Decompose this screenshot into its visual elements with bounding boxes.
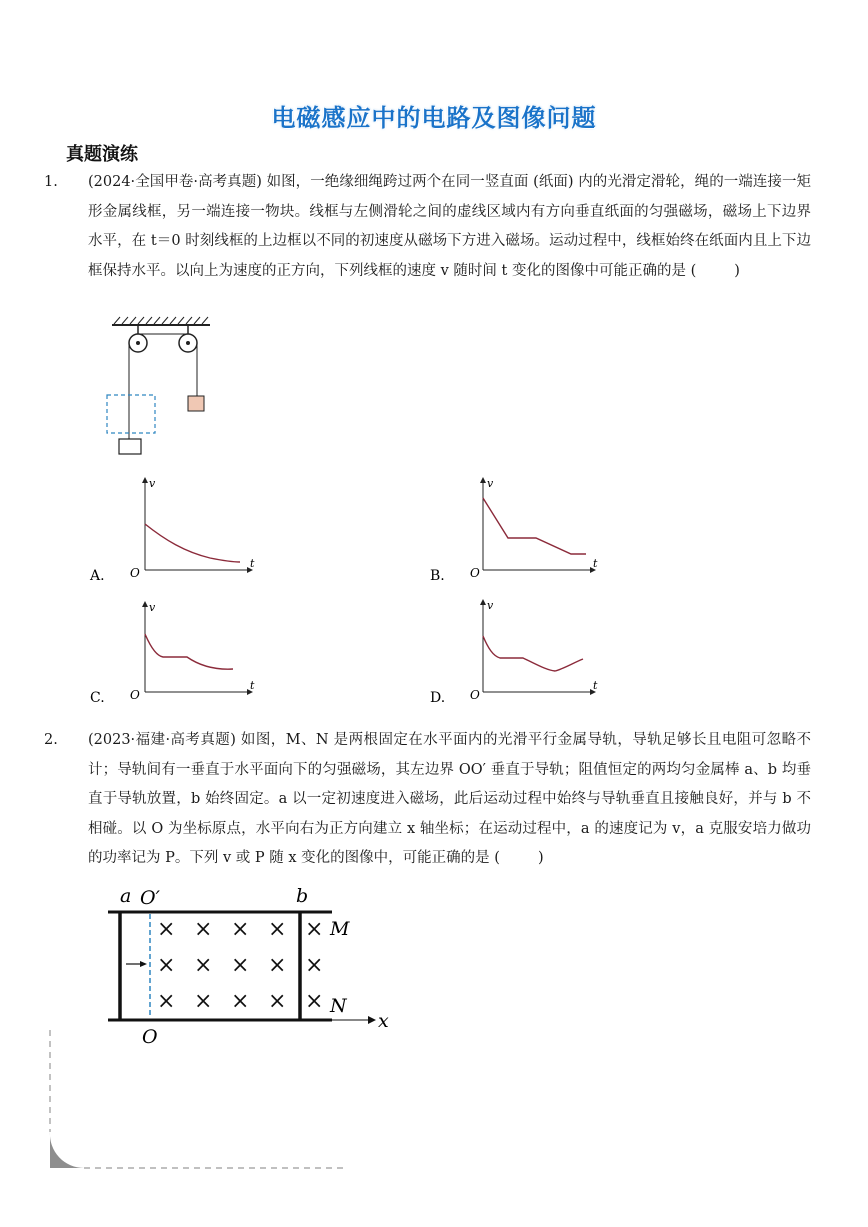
graph-option-a [85, 470, 275, 590]
svg-text:×: × [268, 989, 287, 1014]
question-number: 2. [44, 732, 58, 748]
axis-y-label: v [487, 599, 494, 612]
option-label: A. [90, 568, 105, 584]
axis-y-label: v [149, 477, 156, 490]
svg-text:×: × [194, 989, 213, 1014]
origin-label: O [130, 566, 140, 580]
curve-c [145, 634, 233, 669]
curve-b [483, 498, 586, 554]
axis-x-label: t [250, 557, 255, 570]
svg-text:×: × [157, 953, 176, 978]
page-title: 电磁感应中的电路及图像问题 [271, 104, 597, 132]
curve-d [483, 636, 583, 671]
question-text: (2023·福建·高考真题) 如图，M、N 是两根固定在水平面内的光滑平行金属导轨，导轨足够长且电阻可忽略不计；导轨间有一垂直于水平面向下的匀强磁场，其左边界 OO′ 垂直于导轨；阻值恒定的两均匀金属棒 a、b 均垂直于导轨放置，b 始终固定。a 以一定初速度进入磁场，此后运动过程中始终与导轨垂直且接触良好，并与 b 不相碰。以 O 为坐标原点，水平向右为正方向建立 x 轴坐标；在运动过程中，a 的速度记为 v，a 克服安培力做功的功率记为 P。下列 v 或 P 随 x 变化的图像中，可能正确的是 [88, 732, 811, 866]
velocity-arrow [140, 961, 147, 967]
label-a: a [120, 885, 132, 907]
axis-x-label: t [250, 679, 255, 692]
svg-text:×: × [305, 953, 324, 978]
option-label: D. [430, 690, 446, 706]
svg-text:×: × [157, 917, 176, 942]
origin-label: O [470, 688, 480, 702]
svg-text:×: × [268, 953, 287, 978]
origin-label: O [130, 688, 140, 702]
label-b: b [296, 885, 309, 907]
answer-paren-close: ) [537, 850, 544, 866]
label-o: O [142, 1026, 158, 1048]
svg-text:×: × [231, 989, 250, 1014]
svg-text:×: × [231, 953, 250, 978]
answer-paren-open: ( [690, 262, 697, 279]
label-n: N [330, 995, 347, 1017]
page-number: 1 [66, 1143, 75, 1158]
svg-text:×: × [157, 989, 176, 1014]
label-x: x [378, 1010, 389, 1032]
svg-text:×: × [268, 917, 287, 942]
option-label: C. [90, 690, 105, 706]
question-text: (2024·全国甲卷·高考真题) 如图，一绝缘细绳跨过两个在同一竖直面 (纸面) 内的光滑定滑轮，绳的一端连接一矩形金属线框，另一端连接一物块。线框与左侧滑轮之间的虚线区域内有方向垂直纸面的匀强磁场，磁场上下边界水平，在 t＝0 时刻线框的上边框以不同的初速度从磁场下方进入磁场。运动过程中，线框始终在纸面内且上下边框保持水平。以向上为速度的正方向，下列线框的速度 v 随时间 t 变化的图像中可能正确的是 [88, 174, 811, 279]
axis-x-label: t [593, 557, 598, 570]
svg-text:×: × [305, 989, 324, 1014]
label-m: M [330, 918, 350, 940]
graph-option-b [428, 470, 618, 590]
block [188, 396, 204, 411]
axis-x-label: t [593, 679, 598, 692]
graph-option-c [85, 596, 275, 706]
curve-a [145, 524, 240, 562]
axis-y-label: v [487, 477, 494, 490]
question-1 [44, 168, 811, 286]
pulley-figure [100, 315, 220, 460]
svg-text:×: × [231, 917, 250, 942]
axis-y-label: v [149, 601, 156, 614]
label-o-prime: O′ [140, 887, 160, 909]
question-number: 1. [44, 174, 58, 190]
page-corner-decoration [40, 1030, 360, 1180]
svg-text:×: × [194, 917, 213, 942]
svg-text:×: × [194, 953, 213, 978]
origin-label: O [470, 566, 480, 580]
option-label: B. [430, 568, 445, 584]
question-2 [44, 726, 811, 874]
rails-figure [100, 880, 400, 1050]
svg-text:×: × [305, 917, 324, 942]
wire-frame [119, 439, 141, 454]
answer-paren-close: ) [734, 262, 740, 279]
section-heading: 真题演练 [66, 144, 138, 165]
magnetic-field-region [107, 395, 155, 433]
answer-paren-open: ( [494, 850, 500, 866]
graph-option-d [428, 596, 618, 706]
